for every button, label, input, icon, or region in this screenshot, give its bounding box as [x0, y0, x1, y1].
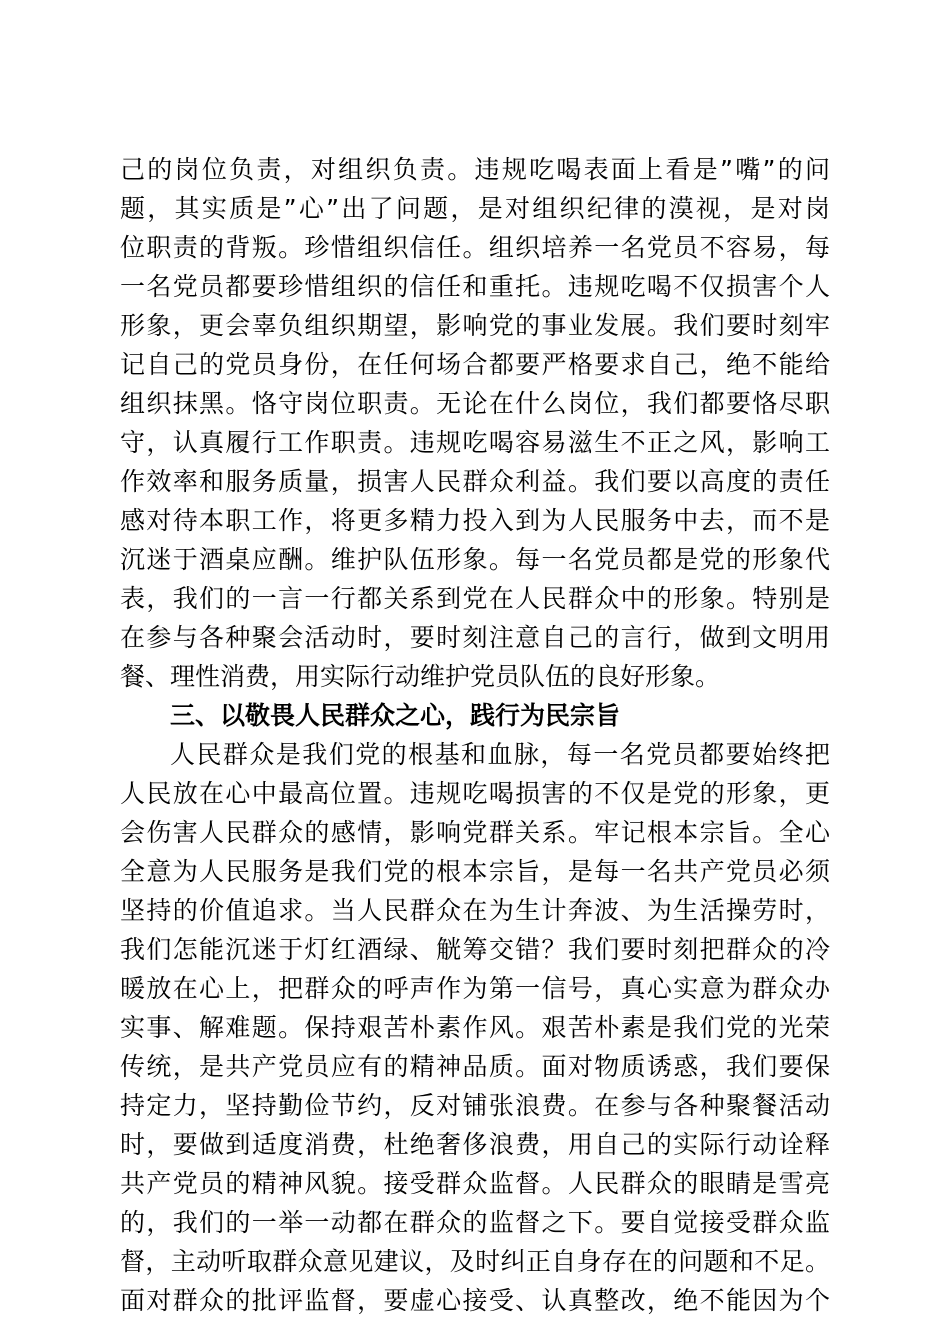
- body-text-line: 暖放在心上，把群众的呼声作为第一信号，真心实意为群众办: [120, 974, 830, 1003]
- body-text-line: 人民群众是我们党的根基和血脉，每一名党员都要始终把: [170, 740, 830, 769]
- body-text-line: 我们怎能沉迷于灯红酒绿、觥筹交错？我们要时刻把群众的冷: [120, 935, 830, 964]
- body-text-line: 作效率和服务质量，损害人民群众利益。我们要以高度的责任: [120, 467, 830, 496]
- body-text-line: 守，认真履行工作职责。违规吃喝容易滋生不正之风，影响工: [120, 428, 830, 457]
- body-text-line: 感对待本职工作，将更多精力投入到为人民服务中去，而不是: [120, 506, 830, 535]
- body-text-line: 位职责的背叛。珍惜组织信任。组织培养一名党员不容易，每: [120, 233, 830, 262]
- body-text-line: 沉迷于酒桌应酬。维护队伍形象。每一名党员都是党的形象代: [120, 545, 830, 574]
- body-text-line: 题，其实质是”心”出了问题，是对组织纪律的漠视，是对岗: [120, 194, 830, 223]
- body-text-line: 传统，是共产党员应有的精神品质。面对物质诱惑，我们要保: [120, 1052, 830, 1081]
- body-text-line: 共产党员的精神风貌。接受群众监督。人民群众的眼睛是雪亮: [120, 1169, 830, 1198]
- body-text-line: 人民放在心中最高位置。违规吃喝损害的不仅是党的形象，更: [120, 779, 830, 808]
- body-text-line: 表，我们的一言一行都关系到党在人民群众中的形象。特别是: [120, 584, 830, 613]
- body-text-line: 全意为人民服务是我们党的根本宗旨，是每一名共产党员必须: [120, 857, 830, 886]
- body-text-line: 面对群众的批评监督，要虚心接受、认真整改，绝不能因为个: [120, 1286, 830, 1315]
- body-text-line: 会伤害人民群众的感情，影响党群关系。牢记根本宗旨。全心: [120, 818, 830, 847]
- body-text-line: 记自己的党员身份，在任何场合都要严格要求自己，绝不能给: [120, 350, 830, 379]
- body-text-line: 的，我们的一举一动都在群众的监督之下。要自觉接受群众监: [120, 1208, 830, 1237]
- document-page: [120, 150, 830, 1315]
- body-text-line: 一名党员都要珍惜组织的信任和重托。违规吃喝不仅损害个人: [120, 272, 830, 301]
- section-heading: 三、以敬畏人民群众之心，践行为民宗旨: [170, 701, 621, 730]
- body-text-line: 时，要做到适度消费，杜绝奢侈浪费，用自己的实际行动诠释: [120, 1130, 830, 1159]
- body-text-line: 形象，更会辜负组织期望，影响党的事业发展。我们要时刻牢: [120, 311, 830, 340]
- body-text-line: 在参与各种聚会活动时，要时刻注意自己的言行，做到文明用: [120, 623, 830, 652]
- body-text-line: 己的岗位负责，对组织负责。违规吃喝表面上看是”嘴”的问: [120, 155, 830, 184]
- body-text-line: 实事、解难题。保持艰苦朴素作风。艰苦朴素是我们党的光荣: [120, 1013, 830, 1042]
- body-text-line: 督，主动听取群众意见建议，及时纠正自身存在的问题和不足。: [120, 1247, 830, 1276]
- body-text-line: 餐、理性消费，用实际行动维护党员队伍的良好形象。: [120, 662, 721, 691]
- body-text-line: 坚持的价值追求。当人民群众在为生计奔波、为生活操劳时，: [120, 896, 830, 925]
- body-text-line: 组织抹黑。恪守岗位职责。无论在什么岗位，我们都要恪尽职: [120, 389, 830, 418]
- body-text-line: 持定力，坚持勤俭节约，反对铺张浪费。在参与各种聚餐活动: [120, 1091, 830, 1120]
